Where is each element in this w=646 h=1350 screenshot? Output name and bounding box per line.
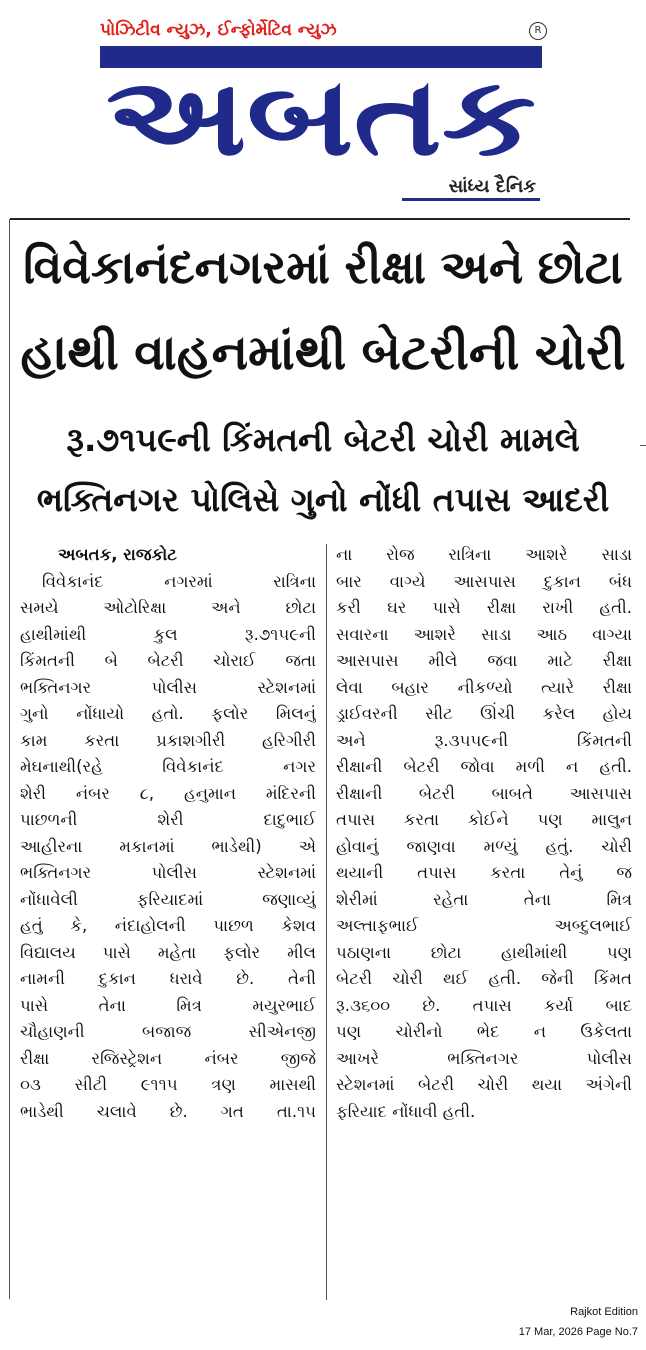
body-line: પાછળની શેરી દાદુભાઈ — [20, 810, 316, 829]
body-line: ડ્રાઈવરની સીટ ઊંચી કરેલ હોય — [336, 704, 632, 723]
body-line: મેઘનાથી(રહે વિવેકાનંદ નગર — [20, 757, 316, 776]
body-line: શેરી નંબર ૮, હનુમાન મંદિરની — [20, 783, 316, 803]
left-border — [9, 219, 10, 1299]
masthead-tagline: પોઝિટીવ ન્યુઝ, ઈન્ફોર્મેટિવ ન્યુઝ — [100, 20, 337, 40]
body-line: આસપાસ મીલે જવા માટે રીક્ષા — [336, 651, 632, 670]
body-line: ગુનો નોંધાયો હતો. ફલોર મિલનું — [20, 704, 316, 723]
edition-label: Rajkot Edition — [570, 1306, 638, 1318]
body-line: અલ્તાફભાઈ અબ્દુલભાઈ — [336, 916, 632, 935]
body-line: શેરીમાં રહેતા તેના મિત્ર — [336, 889, 632, 909]
logo-text: અબતક — [106, 55, 536, 166]
masthead-subtitle: સાંધ્ય દૈનિક — [448, 176, 536, 197]
headline-line-1: વિવેકાનંદનગરમાં રીક્ષા અને છોટા — [23, 240, 623, 294]
body-line: હોવાનું જાણવા મળ્યું હતું. ચોરી — [336, 836, 632, 856]
masthead — [0, 0, 646, 218]
body-line: કરી ઘર પાસે રીક્ષા રાખી હતી. — [336, 598, 632, 617]
article-column-right — [336, 542, 632, 1125]
body-line: વિદ્યાલય પાસે મહેતા ફલોર મીલ — [20, 942, 316, 962]
header-divider — [10, 218, 630, 220]
body-line: ના રોજ રાત્રિના આશરે સાડા — [336, 545, 632, 564]
body-line: નામની દુકાન ધરાવે છે. તેની — [20, 969, 316, 988]
body-line: રીક્ષા રજિસ્ટ્રેશન નંબર જીજે — [20, 1048, 316, 1068]
body-line: રૂ.૩૬૦૦ છે. તપાસ કર્યા બાદ — [336, 995, 632, 1015]
body-line: સવારના આશરે સાડા આઠ વાગ્યા — [336, 624, 632, 644]
subtitle-underline — [402, 198, 540, 201]
body-line: લેવા બહાર નીકળ્યો ત્યારે રીક્ષા — [336, 677, 632, 697]
column-divider — [326, 544, 327, 1300]
body-line: અને રૂ.૩૫૫૯ની કિંમતની — [336, 730, 632, 750]
body-line: ભક્તિનગર પોલીસ સ્ટેશનમાં — [20, 677, 316, 697]
body-line: સ્ટેશનમાં બેટરી ચોરી થયા અંગેની — [336, 1075, 632, 1094]
right-crop-mark — [640, 445, 646, 446]
body-line: હાથીમાંથી કુલ રૂ.૭૧૫૯ની — [20, 624, 316, 644]
body-line: ફરિયાદ નોંધાવી હતી. — [336, 1101, 476, 1121]
body-line: પાસે તેના મિત્ર મયુરભાઈ — [20, 995, 316, 1015]
body-line: આખરે ભક્તિનગર પોલીસ — [336, 1048, 632, 1068]
date-page-label: 17 Mar, 2026 Page No.7 — [518, 1326, 638, 1338]
body-line: તપાસ કરતા કોઈને પણ માલુન — [336, 810, 632, 829]
body-line: ભક્તિનગર પોલીસ સ્ટેશનમાં — [20, 863, 316, 882]
byline: અબતક, રાજકોટ — [58, 545, 177, 564]
body-line: આહીરના મકાનમાં ભાડેથી) એ — [20, 836, 316, 856]
registered-mark-icon: R — [529, 22, 547, 40]
body-line: થયાની તપાસ કરતા તેનું જ — [336, 863, 632, 882]
headline-line-2: હાથી વાહનમાંથી બેટરીની ચોરી — [20, 324, 626, 381]
body-line: નોંધાવેલી ફરિયાદમાં જણાવ્યું — [20, 889, 316, 909]
body-line: ભાડેથી ચલાવે છે. ગત તા.૧૫ — [20, 1101, 316, 1121]
body-line: રીક્ષાની બેટરી જોવા મળી ન હતી. — [336, 757, 632, 776]
body-line: ૦૩ સીટી ૯૧૧૫ ત્રણ માસથી — [20, 1075, 316, 1094]
subheadline-line-2: ભક્તિનગર પોલિસે ગુનો નોંધી તપાસ આદરી — [36, 480, 610, 519]
body-line: વિવેકાનંદ નગરમાં રાત્રિના — [42, 571, 316, 591]
body-line: બેટરી ચોરી થઈ હતી. જેની કિંમત — [336, 969, 632, 988]
body-line: ચૌહાણની બજાજ સીએનજી — [20, 1022, 316, 1041]
newspaper-logo — [100, 46, 542, 166]
body-line: રીક્ષાની બેટરી બાબતે આસપાસ — [336, 783, 632, 803]
body-line: કામ કરતા પ્રકાશગીરી હરિગીરી — [20, 730, 316, 750]
article-column-left — [20, 542, 316, 1125]
body-line: હતું કે, નંદાહોલની પાછળ કેશવ — [20, 916, 316, 935]
subheadline-line-1: રૂ.૭૧૫૯ની કિંમતની બેટરી ચોરી મામલે — [66, 420, 580, 459]
body-line: બાર વાગ્યે આસપાસ દુકાન બંધ — [336, 571, 632, 591]
body-line: સમયે ઓટોરિક્ષા અને છોટા — [20, 598, 316, 617]
body-line: પણ ચોરીનો ભેદ ન ઉકેલતા — [336, 1022, 632, 1041]
body-line: પઠાણના છોટા હાથીમાંથી પણ — [336, 942, 632, 962]
body-line: કિંમતની બે બેટરી ચોરાઈ જતા — [20, 651, 316, 670]
